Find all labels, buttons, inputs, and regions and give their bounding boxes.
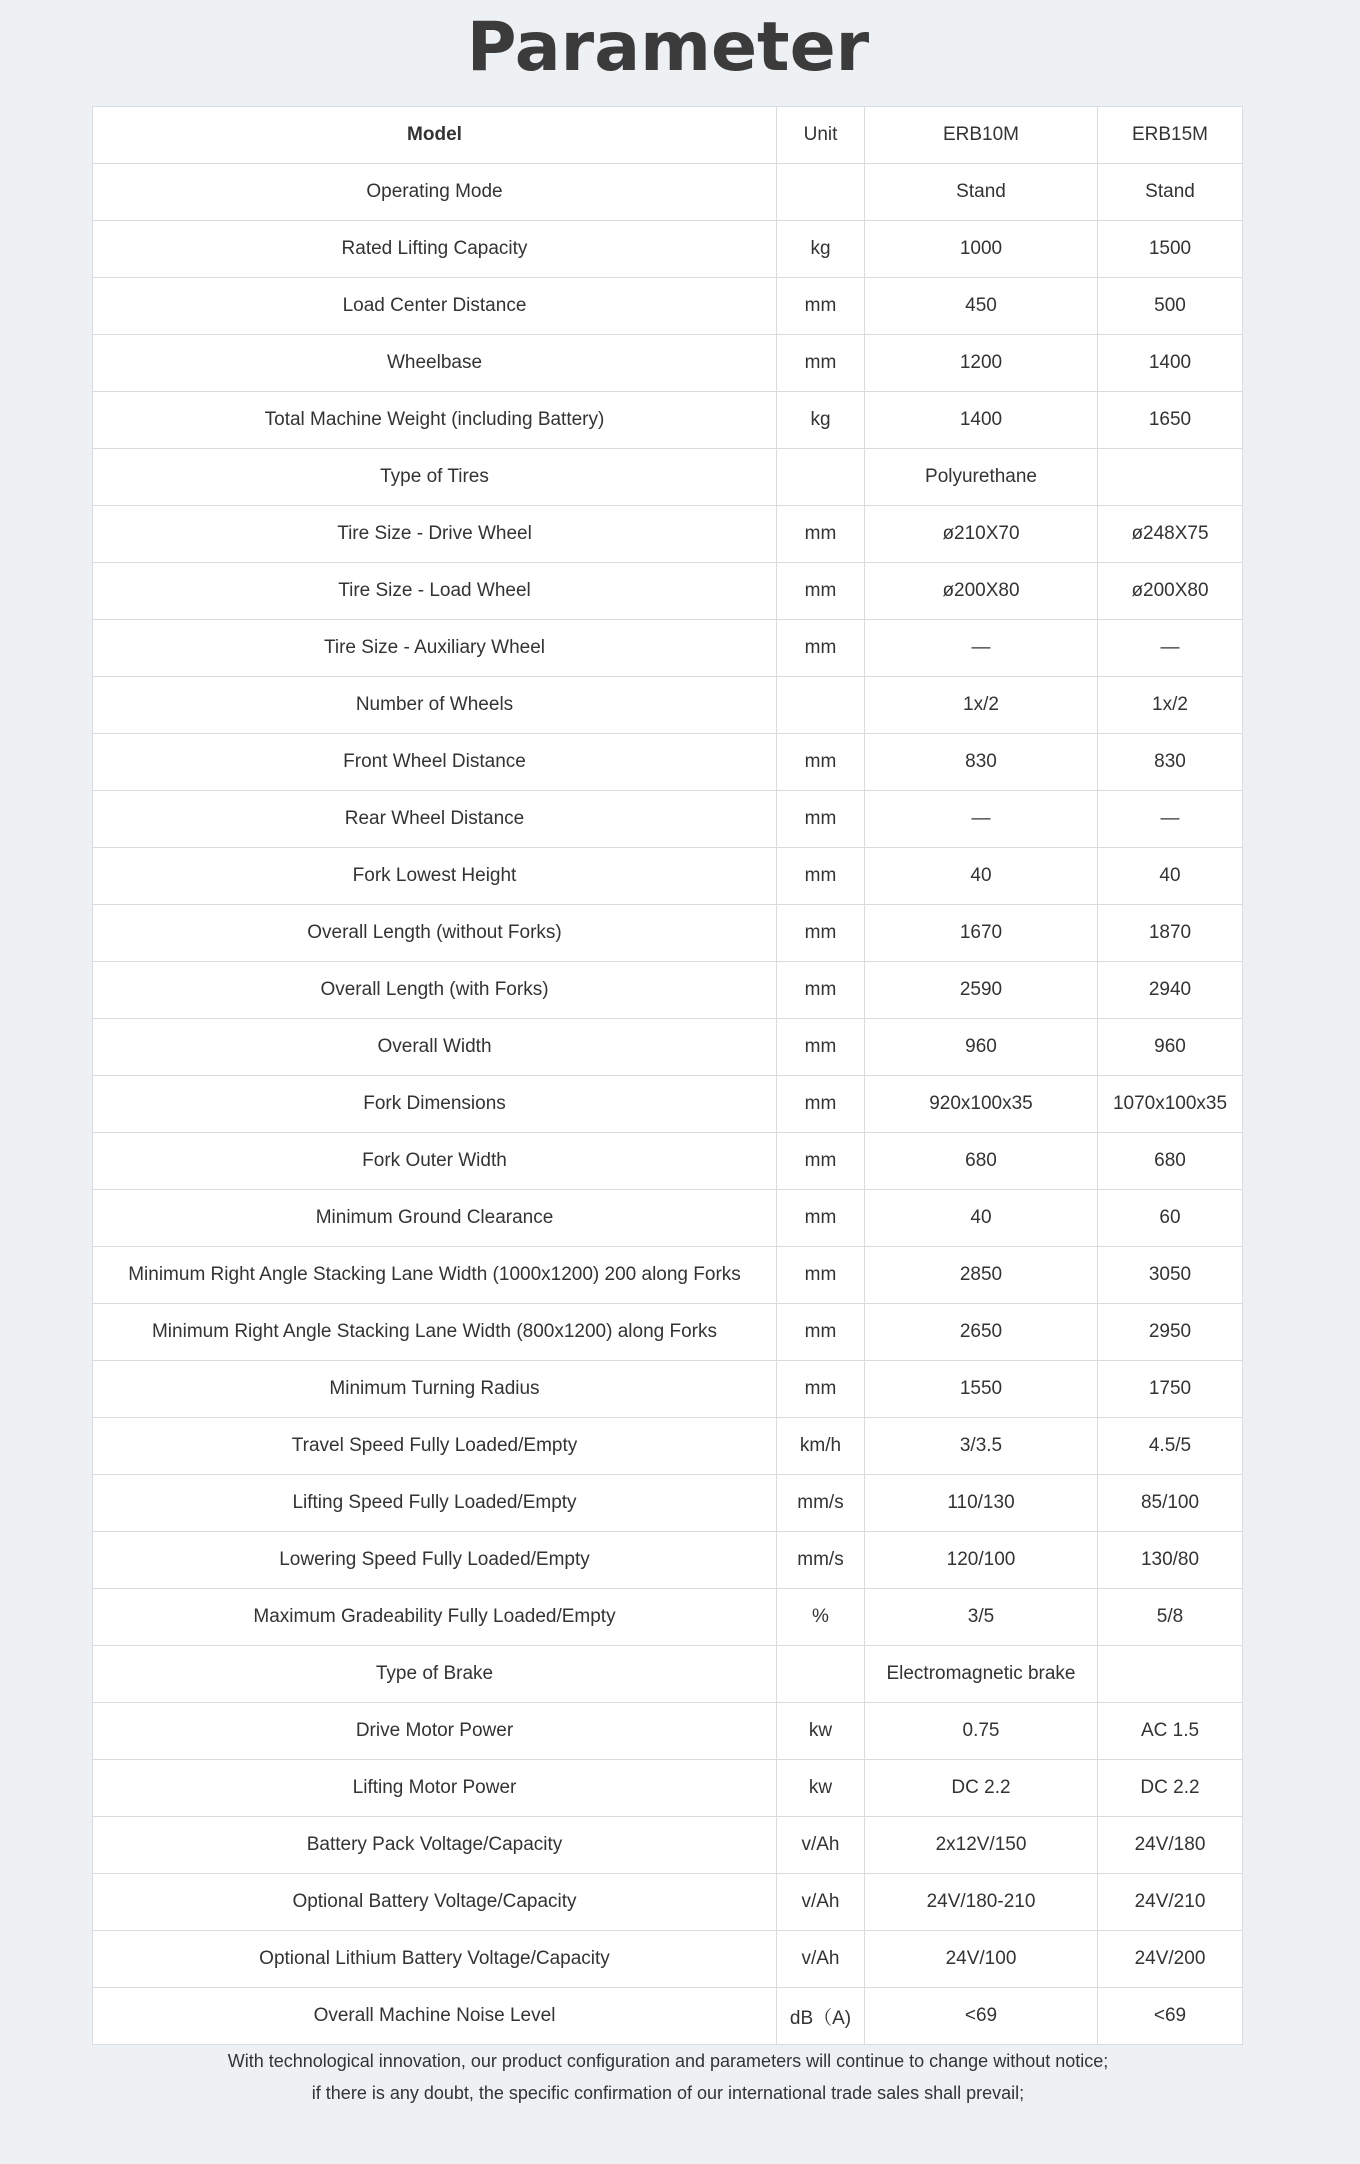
page-title: Parameter [466, 8, 870, 87]
cell-erb10m: — [865, 620, 1098, 677]
cell-unit: mm/s [777, 1475, 865, 1532]
cell-parameter-name: Total Machine Weight (including Battery) [93, 392, 777, 449]
cell-erb10m: 450 [865, 278, 1098, 335]
header-erb10m: ERB10M [865, 107, 1098, 164]
parameter-table [92, 106, 1243, 2045]
cell-erb15m: 5/8 [1098, 1589, 1243, 1646]
cell-parameter-name: Overall Machine Noise Level [93, 1988, 777, 2045]
cell-unit: v/Ah [777, 1931, 865, 1988]
table-row [93, 677, 1243, 734]
cell-erb15m: 2950 [1098, 1304, 1243, 1361]
cell-parameter-name: Overall Width [93, 1019, 777, 1076]
cell-parameter-name: Number of Wheels [93, 677, 777, 734]
cell-parameter-name: Load Center Distance [93, 278, 777, 335]
cell-unit [777, 1646, 865, 1703]
cell-parameter-name: Rear Wheel Distance [93, 791, 777, 848]
table-row [93, 335, 1243, 392]
cell-unit: mm [777, 1076, 865, 1133]
table-row [93, 1760, 1243, 1817]
table-row [93, 1418, 1243, 1475]
cell-parameter-name: Lifting Motor Power [93, 1760, 777, 1817]
cell-erb10m: — [865, 791, 1098, 848]
cell-parameter-name: Tire Size - Load Wheel [93, 563, 777, 620]
cell-parameter-name: Wheelbase [93, 335, 777, 392]
cell-erb15m: DC 2.2 [1098, 1760, 1243, 1817]
table-row [93, 1988, 1243, 2045]
cell-parameter-name: Rated Lifting Capacity [93, 221, 777, 278]
cell-erb15m: 3050 [1098, 1247, 1243, 1304]
cell-erb10m: 40 [865, 1190, 1098, 1247]
cell-unit: mm [777, 1247, 865, 1304]
table-row [93, 221, 1243, 278]
cell-parameter-name: Lowering Speed Fully Loaded/Empty [93, 1532, 777, 1589]
table-row [93, 1304, 1243, 1361]
cell-unit: v/Ah [777, 1817, 865, 1874]
cell-erb10m: 110/130 [865, 1475, 1098, 1532]
table-row [93, 1646, 1243, 1703]
table-row [93, 563, 1243, 620]
cell-parameter-name: Tire Size - Auxiliary Wheel [93, 620, 777, 677]
cell-erb10m: 2650 [865, 1304, 1098, 1361]
cell-unit: kw [777, 1703, 865, 1760]
table-body [93, 107, 1243, 2045]
cell-erb15m: AC 1.5 [1098, 1703, 1243, 1760]
cell-erb15m: 60 [1098, 1190, 1243, 1247]
cell-erb10m: 120/100 [865, 1532, 1098, 1589]
cell-parameter-name: Overall Length (without Forks) [93, 905, 777, 962]
table-row [93, 1874, 1243, 1931]
cell-parameter-name: Optional Battery Voltage/Capacity [93, 1874, 777, 1931]
cell-unit: mm [777, 1133, 865, 1190]
cell-unit [777, 677, 865, 734]
cell-unit: mm/s [777, 1532, 865, 1589]
cell-parameter-name: Operating Mode [93, 164, 777, 221]
table-row [93, 392, 1243, 449]
footnote-line-2: if there is any doubt, the specific confirmation of our international trade sales shall prevail; [311, 2083, 1025, 2103]
cell-unit: kw [777, 1760, 865, 1817]
table-header-row [93, 107, 1243, 164]
cell-parameter-name: Fork Lowest Height [93, 848, 777, 905]
cell-unit: mm [777, 1361, 865, 1418]
cell-erb10m: 2850 [865, 1247, 1098, 1304]
cell-unit: v/Ah [777, 1874, 865, 1931]
cell-erb10m: 3/5 [865, 1589, 1098, 1646]
cell-erb15m [1098, 1646, 1243, 1703]
cell-erb15m: Stand [1098, 164, 1243, 221]
cell-unit: mm [777, 791, 865, 848]
cell-parameter-name: Minimum Turning Radius [93, 1361, 777, 1418]
cell-unit: km/h [777, 1418, 865, 1475]
cell-erb15m: 130/80 [1098, 1532, 1243, 1589]
cell-parameter-name: Travel Speed Fully Loaded/Empty [93, 1418, 777, 1475]
cell-erb10m: 680 [865, 1133, 1098, 1190]
cell-parameter-name: Maximum Gradeability Fully Loaded/Empty [93, 1589, 777, 1646]
cell-erb15m: 1750 [1098, 1361, 1243, 1418]
table-row [93, 449, 1243, 506]
cell-erb10m: ø200X80 [865, 563, 1098, 620]
cell-erb15m: — [1098, 620, 1243, 677]
cell-unit: mm [777, 848, 865, 905]
cell-erb10m: Stand [865, 164, 1098, 221]
table-row [93, 1076, 1243, 1133]
cell-unit: mm [777, 734, 865, 791]
table-row [93, 1532, 1243, 1589]
table-row [93, 1361, 1243, 1418]
cell-erb10m: DC 2.2 [865, 1760, 1098, 1817]
cell-erb10m: 1400 [865, 392, 1098, 449]
cell-erb15m: 1870 [1098, 905, 1243, 962]
table-row [93, 734, 1243, 791]
table-row [93, 1019, 1243, 1076]
cell-unit: mm [777, 506, 865, 563]
cell-erb10m: 1670 [865, 905, 1098, 962]
cell-erb10m: 40 [865, 848, 1098, 905]
cell-parameter-name: Optional Lithium Battery Voltage/Capacity [93, 1931, 777, 1988]
cell-erb15m: 2940 [1098, 962, 1243, 1019]
cell-erb10m: 24V/100 [865, 1931, 1098, 1988]
cell-erb10m: 920x100x35 [865, 1076, 1098, 1133]
table-row [93, 620, 1243, 677]
cell-erb10m: 1000 [865, 221, 1098, 278]
table-row [93, 278, 1243, 335]
table-row [93, 1703, 1243, 1760]
cell-parameter-name: Type of Tires [93, 449, 777, 506]
table-row [93, 1931, 1243, 1988]
cell-parameter-name: Minimum Right Angle Stacking Lane Width (800x1200) along Forks [93, 1304, 777, 1361]
cell-erb15m: 1400 [1098, 335, 1243, 392]
cell-unit: mm [777, 278, 865, 335]
cell-erb15m: 830 [1098, 734, 1243, 791]
cell-erb15m: 85/100 [1098, 1475, 1243, 1532]
cell-unit [777, 164, 865, 221]
cell-erb10m: ø210X70 [865, 506, 1098, 563]
cell-erb15m: 1x/2 [1098, 677, 1243, 734]
table-row [93, 506, 1243, 563]
table-row [93, 848, 1243, 905]
cell-erb10m: Electromagnetic brake [865, 1646, 1098, 1703]
cell-erb15m: 960 [1098, 1019, 1243, 1076]
cell-parameter-name: Drive Motor Power [93, 1703, 777, 1760]
cell-parameter-name: Lifting Speed Fully Loaded/Empty [93, 1475, 777, 1532]
table-row [93, 1190, 1243, 1247]
cell-erb15m: 24V/210 [1098, 1874, 1243, 1931]
cell-erb15m: 1070x100x35 [1098, 1076, 1243, 1133]
cell-erb10m: 2590 [865, 962, 1098, 1019]
table-row [93, 905, 1243, 962]
header-unit: Unit [777, 107, 865, 164]
cell-erb15m: <69 [1098, 1988, 1243, 2045]
cell-erb10m: 2x12V/150 [865, 1817, 1098, 1874]
cell-parameter-name: Overall Length (with Forks) [93, 962, 777, 1019]
cell-erb10m: 960 [865, 1019, 1098, 1076]
cell-parameter-name: Fork Dimensions [93, 1076, 777, 1133]
cell-erb10m: 1x/2 [865, 677, 1098, 734]
table-row [93, 1817, 1243, 1874]
table-row [93, 791, 1243, 848]
cell-unit: kg [777, 392, 865, 449]
cell-erb15m: 1650 [1098, 392, 1243, 449]
cell-parameter-name: Tire Size - Drive Wheel [93, 506, 777, 563]
cell-parameter-name: Battery Pack Voltage/Capacity [93, 1817, 777, 1874]
cell-unit: mm [777, 335, 865, 392]
cell-erb10m: <69 [865, 1988, 1098, 2045]
cell-unit: % [777, 1589, 865, 1646]
table-row [93, 164, 1243, 221]
cell-erb15m: 24V/200 [1098, 1931, 1243, 1988]
cell-erb15m: 680 [1098, 1133, 1243, 1190]
cell-erb10m: 24V/180-210 [865, 1874, 1098, 1931]
cell-parameter-name: Minimum Right Angle Stacking Lane Width (1000x1200) 200 along Forks [93, 1247, 777, 1304]
cell-erb15m: 1500 [1098, 221, 1243, 278]
cell-erb15m: ø200X80 [1098, 563, 1243, 620]
header-model: Model [93, 107, 777, 164]
table-row [93, 1475, 1243, 1532]
cell-erb15m: ø248X75 [1098, 506, 1243, 563]
cell-unit: mm [777, 1304, 865, 1361]
table-row [93, 1133, 1243, 1190]
cell-erb15m [1098, 449, 1243, 506]
cell-unit: mm [777, 1190, 865, 1247]
cell-parameter-name: Type of Brake [93, 1646, 777, 1703]
cell-erb10m: 1200 [865, 335, 1098, 392]
cell-unit: dB（A) [777, 1988, 865, 2045]
header-erb15m: ERB15M [1098, 107, 1243, 164]
cell-unit: mm [777, 905, 865, 962]
cell-erb15m: 24V/180 [1098, 1817, 1243, 1874]
table-row [93, 1589, 1243, 1646]
cell-unit: mm [777, 962, 865, 1019]
cell-parameter-name: Front Wheel Distance [93, 734, 777, 791]
cell-erb10m: 0.75 [865, 1703, 1098, 1760]
cell-parameter-name: Fork Outer Width [93, 1133, 777, 1190]
cell-erb15m: 40 [1098, 848, 1243, 905]
cell-erb15m: — [1098, 791, 1243, 848]
cell-erb10m: 3/3.5 [865, 1418, 1098, 1475]
cell-erb10m: Polyurethane [865, 449, 1098, 506]
footnote-line-1: With technological innovation, our product configuration and parameters will continue to change without notice; [227, 2051, 1109, 2071]
table-row [93, 962, 1243, 1019]
cell-erb10m: 830 [865, 734, 1098, 791]
cell-unit [777, 449, 865, 506]
table-row [93, 1247, 1243, 1304]
cell-unit: mm [777, 1019, 865, 1076]
cell-unit: kg [777, 221, 865, 278]
cell-unit: mm [777, 563, 865, 620]
cell-erb10m: 1550 [865, 1361, 1098, 1418]
cell-parameter-name: Minimum Ground Clearance [93, 1190, 777, 1247]
cell-erb15m: 500 [1098, 278, 1243, 335]
cell-unit: mm [777, 620, 865, 677]
cell-erb15m: 4.5/5 [1098, 1418, 1243, 1475]
